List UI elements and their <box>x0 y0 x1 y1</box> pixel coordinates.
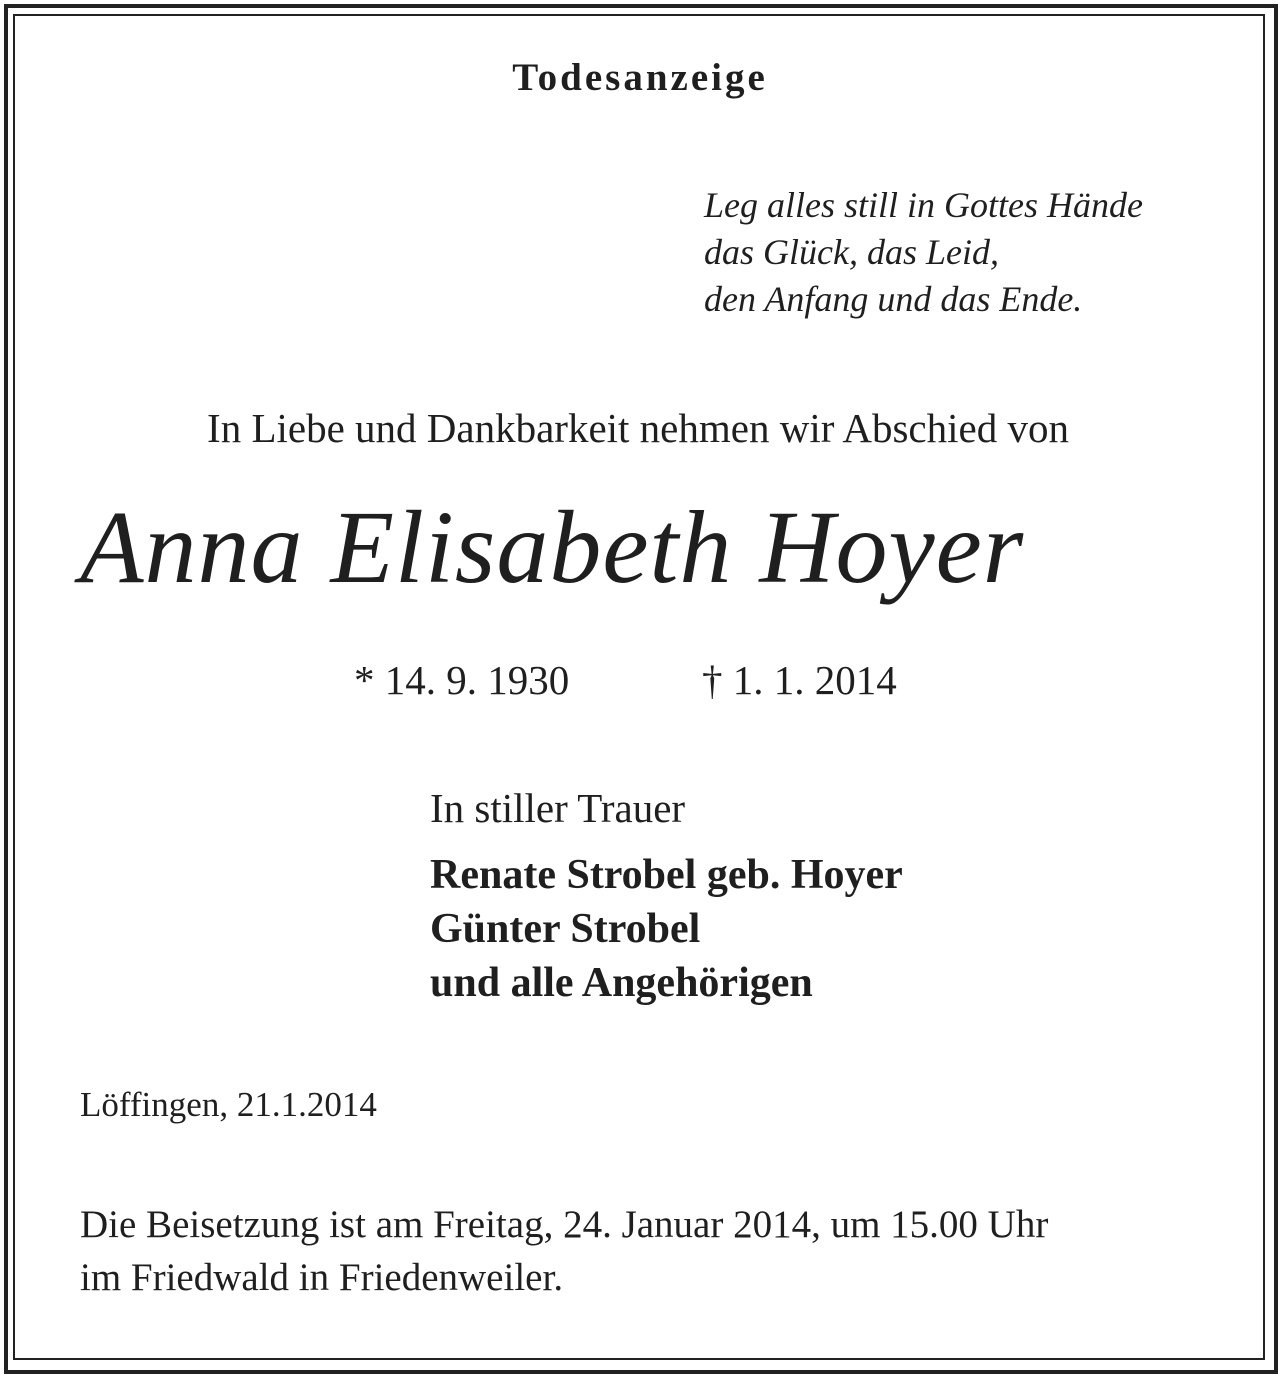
burial-line: Die Beisetzung ist am Freitag, 24. Januar 2014, um 15.00 Uhr <box>80 1203 1049 1246</box>
verse-quote <box>704 182 1143 323</box>
birth-date: * 14. 9. 1930 <box>354 657 570 703</box>
notice-heading: Todesanzeige <box>512 56 768 99</box>
mourning-intro: In stiller Trauer <box>430 785 686 831</box>
deceased-name: Anna Elisabeth Hoyer <box>80 490 1025 605</box>
burial-line: im Friedwald in Friedenweiler. <box>80 1256 564 1299</box>
mourners-list <box>430 848 903 1010</box>
mourner-name: Günter Strobel <box>430 906 701 952</box>
farewell-intro: In Liebe und Dankbarkeit nehmen wir Abschied von <box>207 405 1069 451</box>
mourner-name: und alle Angehörigen <box>430 960 813 1006</box>
burial-info <box>80 1198 1048 1304</box>
place-date: Löffingen, 21.1.2014 <box>80 1085 377 1124</box>
mourner-name: Renate Strobel geb. Hoyer <box>430 852 903 898</box>
verse-line: das Glück, das Leid, <box>704 232 999 272</box>
verse-line: Leg alles still in Gottes Hände <box>704 185 1143 225</box>
verse-line: den Anfang und das Ende. <box>704 279 1083 319</box>
death-date: † 1. 1. 2014 <box>702 657 897 703</box>
